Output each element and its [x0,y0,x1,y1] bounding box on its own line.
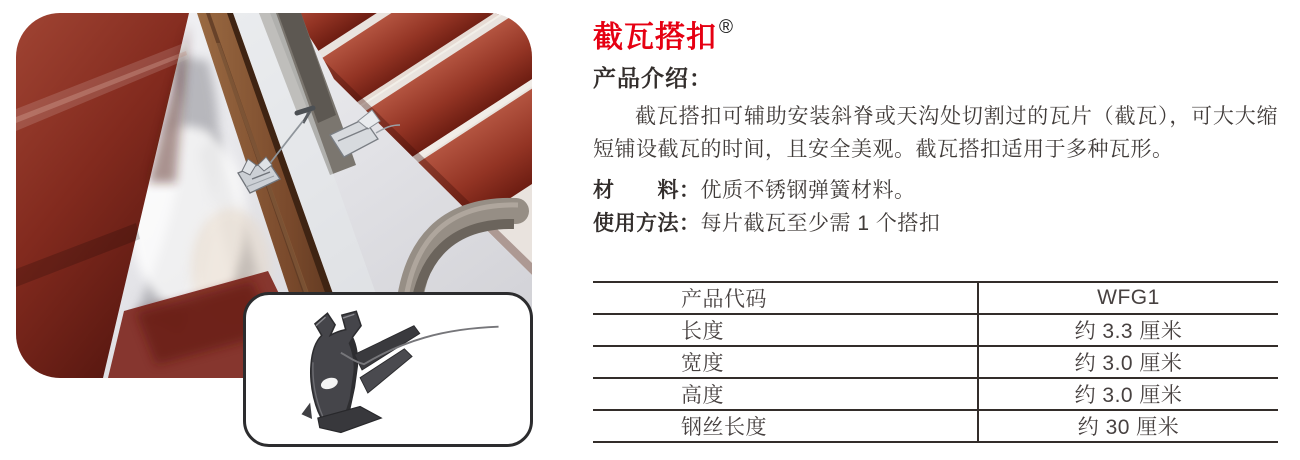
steel-clip [301,311,419,432]
spec-label: 高度 [593,378,978,410]
clip-closeup-illustration [246,295,530,444]
spec-value: 约 3.0 厘米 [1074,384,1183,407]
product-info-panel [593,0,1278,460]
spec-value: WFG1 [1097,286,1160,309]
spec-row [593,378,1278,410]
spec-row [593,282,1278,314]
spec-label: 宽度 [593,346,978,378]
usage-value: 每片截瓦至少需 1 个搭扣 [700,212,941,235]
intro-heading: 产品介绍： [593,65,713,91]
material-line [593,174,1278,207]
material-label: 材 料： [593,179,701,202]
spec-row [593,346,1278,378]
material-value: 优质不锈钢弹簧材料。 [700,179,916,202]
spec-row [593,410,1278,442]
spec-value: 约 3.3 厘米 [1074,320,1183,343]
registered-trademark-icon: ® [719,17,733,38]
spec-row [593,314,1278,346]
spec-lines [593,174,1278,240]
spec-label: 产品代码 [593,282,978,314]
product-title: 截瓦搭扣 [593,21,717,54]
spec-value: 约 3.0 厘米 [1074,352,1183,375]
product-title-row [593,12,733,56]
spec-table [593,281,1278,443]
clip-closeup-inset [243,292,533,447]
usage-line [593,207,1278,240]
spec-label: 长度 [593,314,978,346]
spec-value: 约 30 厘米 [1077,416,1180,439]
usage-label: 使用方法： [593,212,701,235]
spec-label: 钢丝长度 [593,410,978,442]
product-description: 截瓦搭扣可辅助安装斜脊或天沟处切割过的瓦片（截瓦），可大大缩短铺设截瓦的时间，且安全美观。截瓦搭扣适用于多种瓦形。 [593,105,1278,161]
